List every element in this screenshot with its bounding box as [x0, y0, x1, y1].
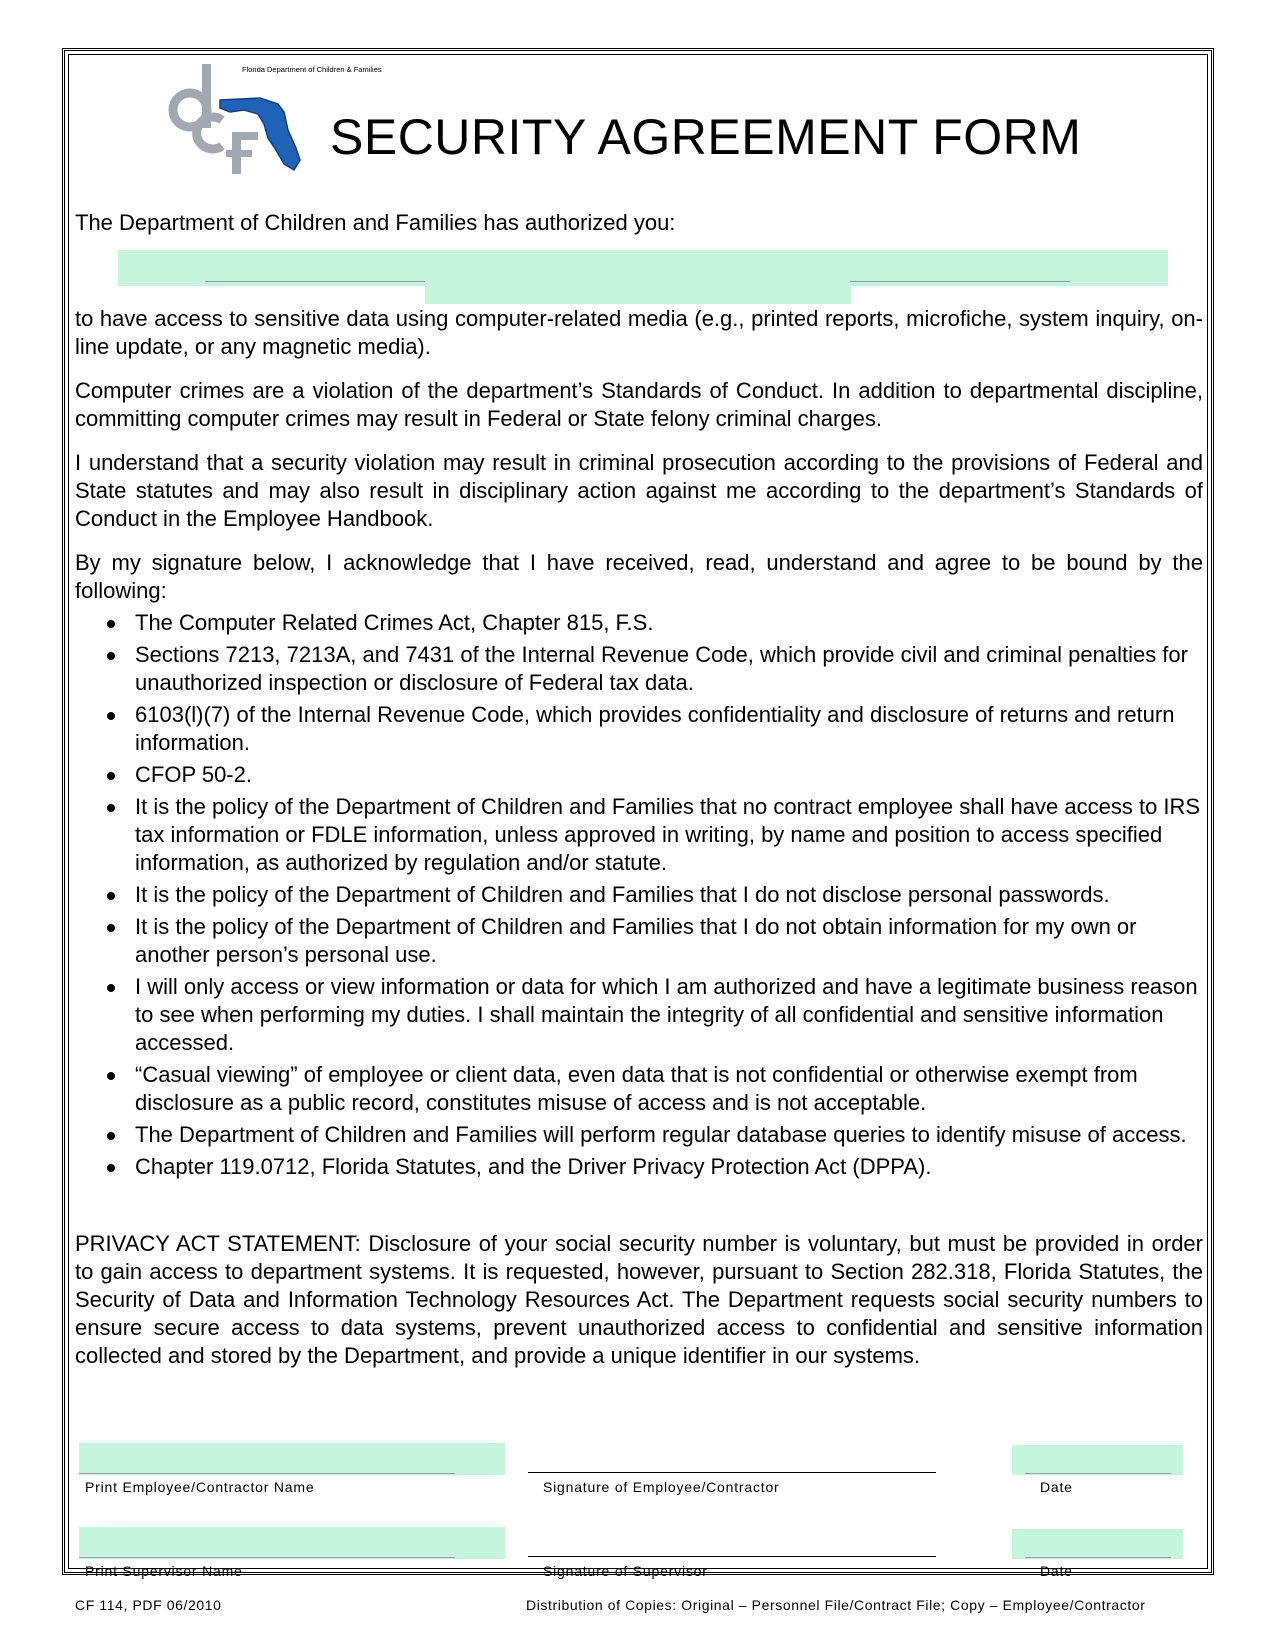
agreement-bullet-list — [75, 609, 1203, 1185]
list-item: Sections 7213, 7213A, and 7431 of the Internal Revenue Code, which provide civil and criminal penalties for unauthorized inspection or disclosure of Federal tax data. — [75, 641, 1203, 697]
employee-signature-line[interactable] — [528, 1472, 936, 1473]
list-item: It is the policy of the Department of Children and Families that no contract employee shall have access to IRS tax information or FDLE information, unless approved in writing, by name and position to access specified information, as authorized by regulation and/or statute. — [75, 793, 1203, 877]
supervisor-name-underline — [79, 1557, 455, 1558]
dcf-logo-graphic — [160, 60, 382, 176]
page-title: SECURITY AGREEMENT FORM — [330, 109, 1082, 165]
employee-signature-label: Signature of Employee/Contractor — [543, 1479, 780, 1495]
intro-text: The Department of Children and Families has authorized you: — [75, 210, 676, 235]
bullet-icon — [107, 1132, 115, 1140]
list-item: The Department of Children and Families will perform regular database queries to identify misuse of access. — [75, 1121, 1203, 1149]
bullet-icon — [107, 712, 115, 720]
bullet-icon — [107, 620, 115, 628]
supervisor-signature-label: Signature of Supervisor — [543, 1563, 708, 1579]
list-item: Chapter 119.0712, Florida Statutes, and the Driver Privacy Protection Act (DPPA). — [75, 1153, 1203, 1181]
employee-date-label: Date — [1040, 1479, 1073, 1495]
bullet-icon — [107, 1164, 115, 1172]
authorization-underline-left — [205, 281, 425, 282]
form-id: CF 114, PDF 06/2010 — [75, 1597, 222, 1613]
supervisor-signature-line[interactable] — [528, 1556, 936, 1557]
list-item: It is the policy of the Department of Children and Families that I do not disclose personal passwords. — [75, 881, 1203, 909]
authorization-field-extension[interactable] — [425, 286, 851, 304]
list-item: The Computer Related Crimes Act, Chapter 815, F.S. — [75, 609, 1203, 637]
distribution-of-copies: Distribution of Copies: Original – Personnel File/Contract File; Copy – Employee/Contractor — [526, 1597, 1146, 1613]
employee-name-label: Print Employee/Contractor Name — [85, 1479, 315, 1495]
supervisor-date-field[interactable] — [1012, 1529, 1183, 1559]
bullet-icon — [107, 892, 115, 900]
authorization-underline-right — [850, 281, 1070, 282]
paragraph-acknowledgement: By my signature below, I acknowledge that I have received, read, understand and agree to be bound by the following: — [75, 550, 1203, 603]
supervisor-date-underline — [1025, 1557, 1171, 1558]
bullet-icon — [107, 772, 115, 780]
bullet-icon — [107, 924, 115, 932]
dcf-logo — [160, 60, 382, 176]
bullet-icon — [107, 804, 115, 812]
supervisor-name-field[interactable] — [79, 1527, 505, 1559]
list-item: CFOP 50-2. — [75, 761, 1203, 789]
employee-date-underline — [1025, 1473, 1171, 1474]
employee-date-field[interactable] — [1012, 1445, 1183, 1475]
paragraph-understanding: I understand that a security violation may result in criminal prosecution according to the provisions of Federal and State statutes and may also result in disciplinary action against me according to the department’s Standards of Conduct in the Employee Handbook. — [75, 450, 1203, 531]
bullet-icon — [107, 1072, 115, 1080]
supervisor-name-label: Print Supervisor Name — [85, 1563, 243, 1579]
list-item: It is the policy of the Department of Children and Families that I do not obtain information for my own or another person’s personal use. — [75, 913, 1203, 969]
privacy-act-statement: PRIVACY ACT STATEMENT: Disclosure of your social security number is voluntary, but must be provided in order to gain access to department systems. It is requested, however, pursuant to Section 282.318, Florida Statutes, the Security of Data and Information Technology Resources Act. The Department requests social security numbers to ensure secure access to data systems, prevent unauthorized access to confidential and sensitive information collected and stored by the Department, and provide a unique identifier in our systems. — [75, 1231, 1203, 1368]
list-item: I will only access or view information or data for which I am authorized and have a legitimate business reason to see when performing my duties. I shall maintain the integrity of all confidential and sensitive information accessed. — [75, 973, 1203, 1057]
list-item: 6103(l)(7) of the Internal Revenue Code, which provides confidentiality and disclosure of returns and return information. — [75, 701, 1203, 757]
list-item: “Casual viewing” of employee or client data, even data that is not confidential or otherwise exempt from disclosure as a public record, constitutes misuse of access and is not acceptable. — [75, 1061, 1203, 1117]
paragraph-computer-crimes: Computer crimes are a violation of the department’s Standards of Conduct. In addition to departmental discipline, committing computer crimes may result in Federal or State felony criminal charges. — [75, 378, 1203, 431]
paragraph-access: to have access to sensitive data using computer-related media (e.g., printed reports, microfiche, system inquiry, on-line update, or any magnetic media). — [75, 306, 1203, 359]
employee-name-field[interactable] — [79, 1443, 505, 1475]
employee-name-underline — [79, 1473, 455, 1474]
logo-text: Florida Department of Children & Families — [242, 65, 382, 74]
bullet-icon — [107, 652, 115, 660]
supervisor-date-label: Date — [1040, 1563, 1073, 1579]
bullet-icon — [107, 984, 115, 992]
